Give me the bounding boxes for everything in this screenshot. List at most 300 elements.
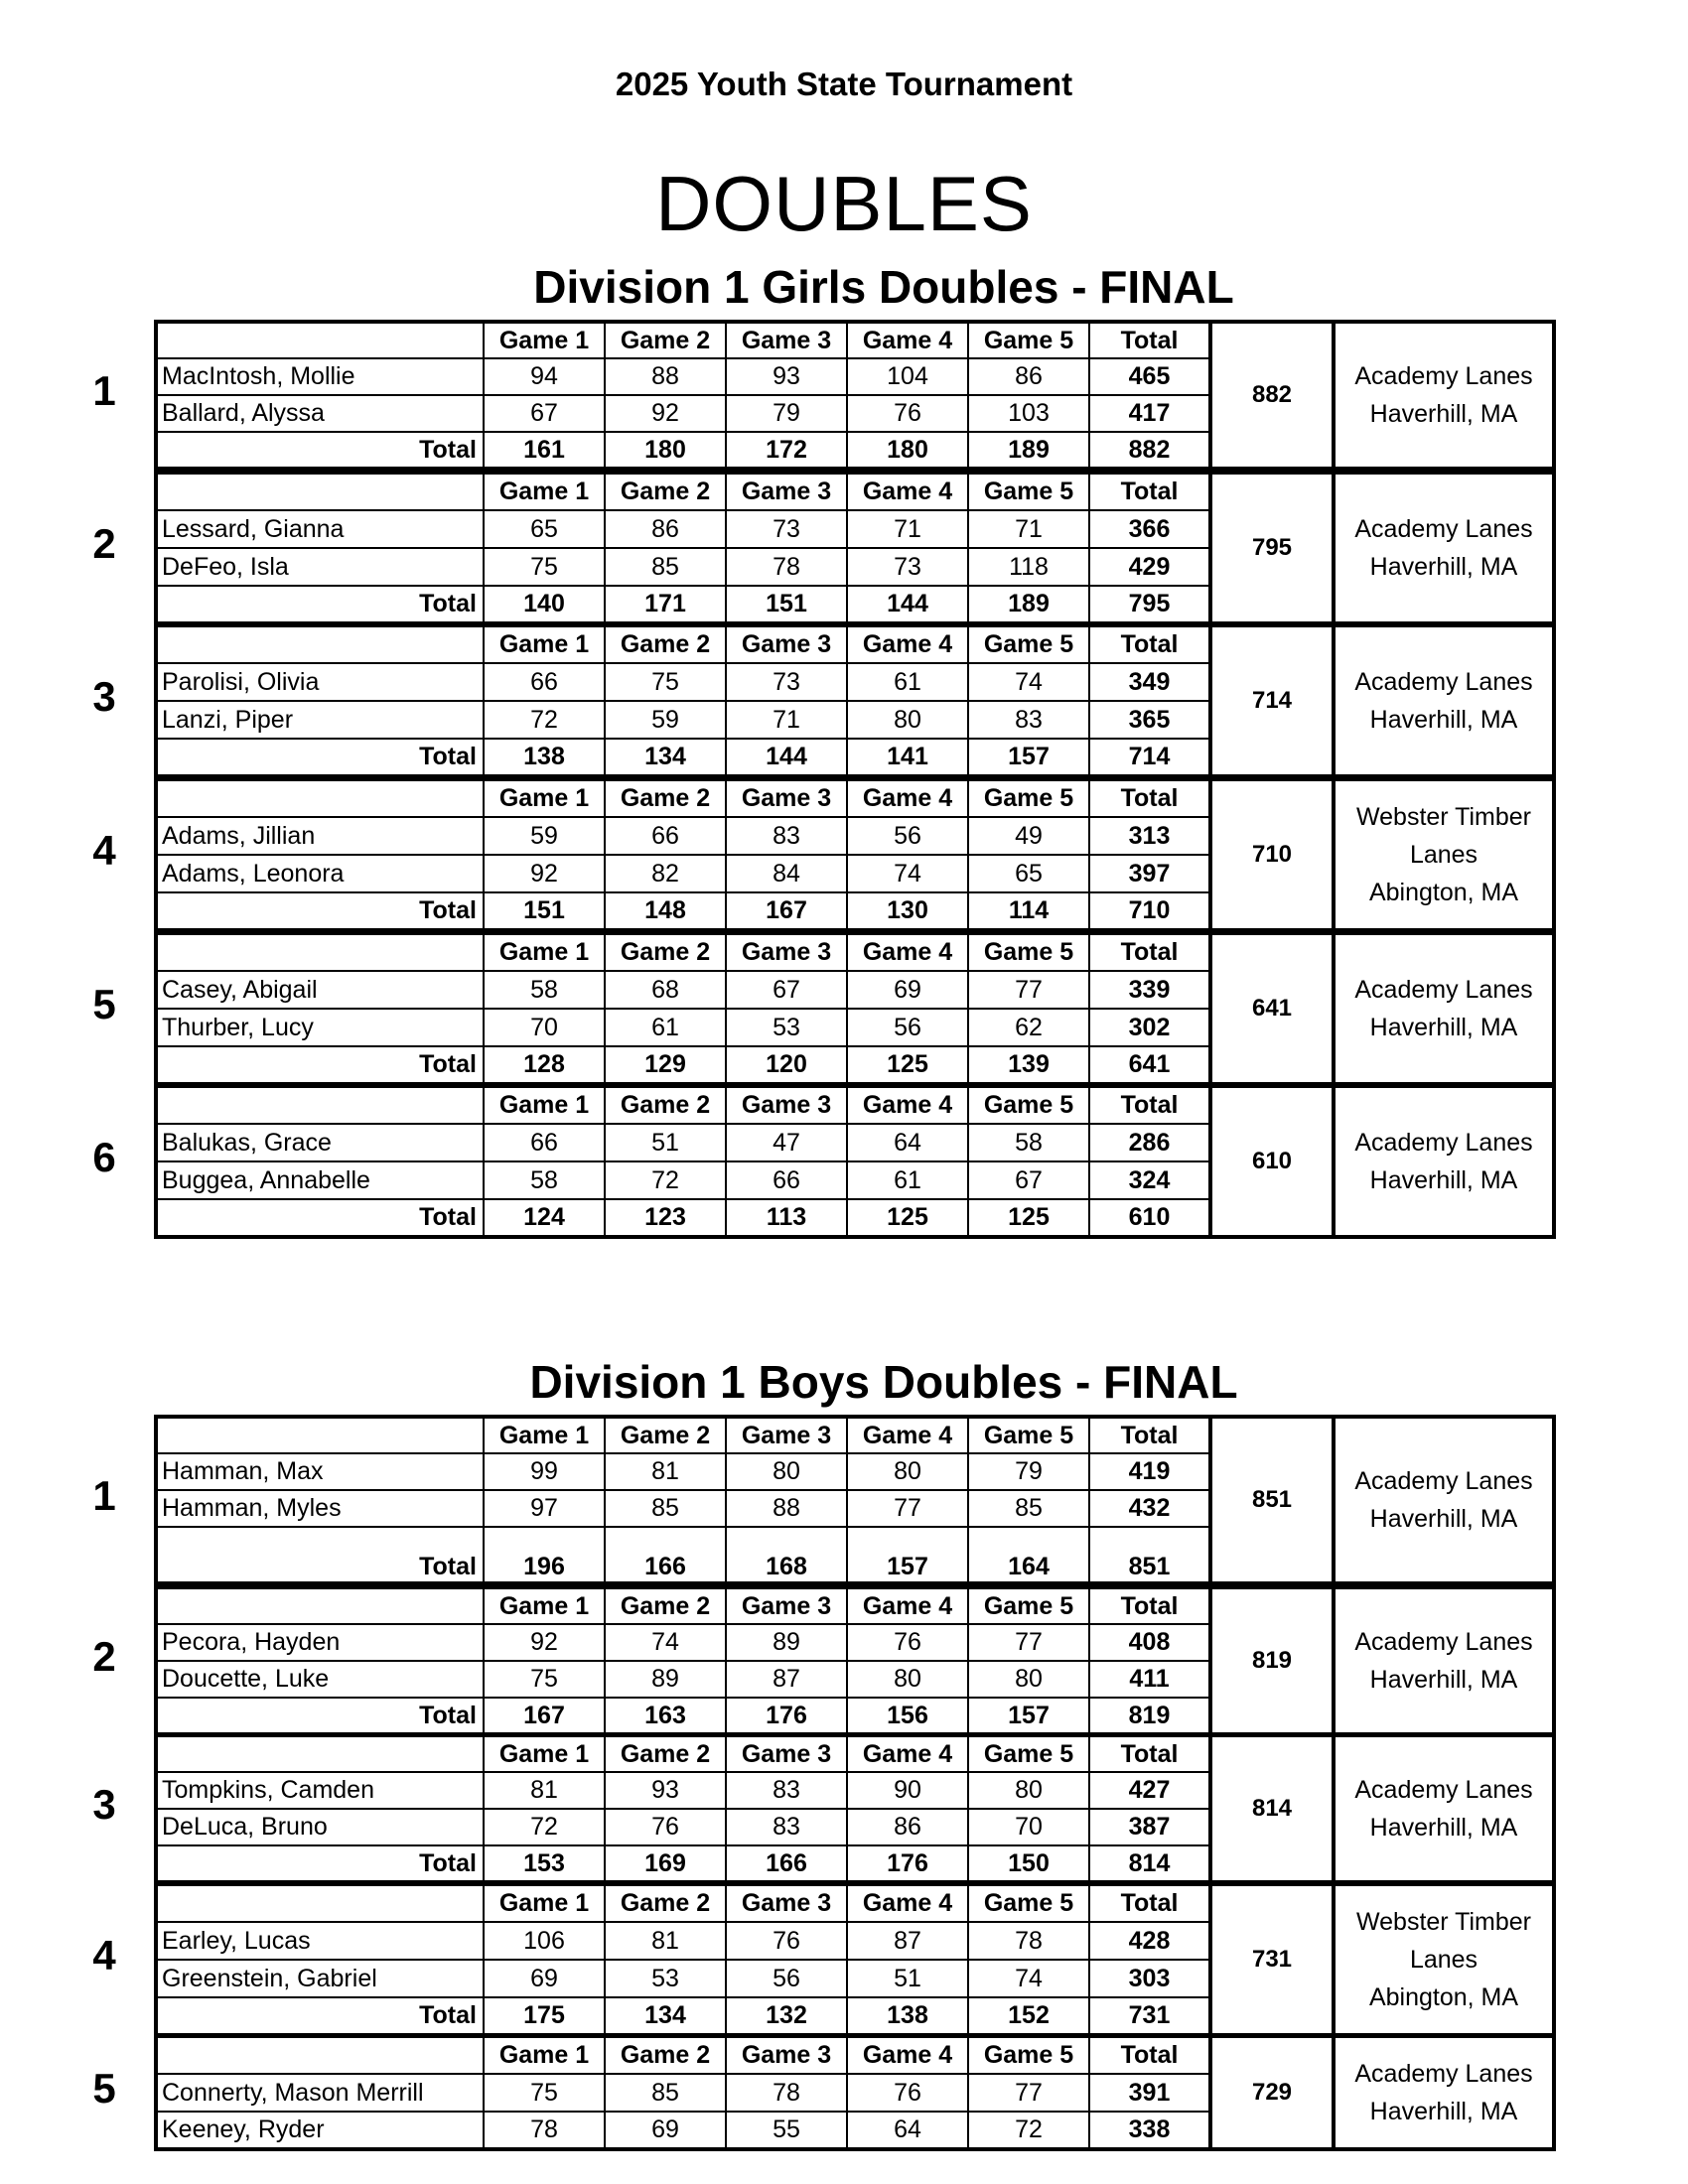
header-row [156,2036,1554,2074]
game-score: 93 [605,1772,726,1809]
player-total: 286 [1089,1124,1210,1161]
game-score: 65 [968,855,1089,892]
header-row [156,1884,1554,1922]
game-score: 80 [847,1661,968,1698]
game-column-header: Game 4 [847,1884,968,1922]
team-score-table [154,1084,1556,1239]
player-total: 349 [1089,663,1210,701]
place-number: 1 [92,1472,116,1519]
bowling-center-cell [1334,322,1554,469]
team-total-cell: 851 [1210,1417,1334,1583]
header-row [156,1735,1554,1772]
location-line: Academy Lanes [1354,1776,1533,1804]
team-score-table [154,471,1556,625]
game-total: 157 [968,739,1089,776]
game-total: 125 [847,1046,968,1084]
header-row [156,625,1554,663]
game-score: 71 [968,510,1089,548]
game-column-header: Game 5 [968,1735,1089,1772]
blank-header-cell [156,2036,484,2074]
game-total: 163 [605,1698,726,1734]
game-score: 69 [484,1960,605,1997]
game-score: 82 [605,855,726,892]
blank-header-cell [156,779,484,817]
doubles-heading: DOUBLES [655,160,1033,247]
team-score-table [154,320,1556,471]
location-line: Abington, MA [1368,879,1519,906]
location-line: Academy Lanes [1354,362,1533,390]
location-line: Abington, MA [1368,1983,1519,2011]
game-score: 69 [847,971,968,1009]
team-total-cell: 714 [1210,625,1334,776]
player-total: 339 [1089,971,1210,1009]
game-total: 171 [605,586,726,623]
game-column-header: Game 4 [847,1735,968,1772]
game-total: 189 [968,432,1089,469]
player-name: Pecora, Hayden [156,1624,484,1661]
total-label: Total [156,1199,484,1237]
place-number: 3 [92,673,116,720]
game-column-header: Game 1 [484,473,605,510]
game-score: 85 [605,1490,726,1527]
game-column-header: Game 2 [605,625,726,663]
game-score: 86 [605,510,726,548]
game-column-header: Game 2 [605,779,726,817]
game-total: 819 [1089,1698,1210,1734]
game-total: 134 [605,1997,726,2035]
location-line: Academy Lanes [1354,515,1533,543]
player-total: 387 [1089,1809,1210,1845]
player-name: Casey, Abigail [156,971,484,1009]
location-line: Haverhill, MA [1369,706,1518,734]
game-score: 118 [968,548,1089,586]
player-name: Ballard, Alyssa [156,395,484,432]
game-score: 83 [968,701,1089,739]
game-score: 106 [484,1922,605,1960]
game-score: 72 [484,1809,605,1845]
header-row [156,1587,1554,1624]
game-score: 85 [968,1490,1089,1527]
game-score: 71 [847,510,968,548]
game-total: 176 [847,1845,968,1882]
game-total: 132 [726,1997,847,2035]
location-line: Haverhill, MA [1369,553,1518,581]
player-total: 365 [1089,701,1210,739]
game-score: 73 [726,510,847,548]
total-column-header: Total [1089,933,1210,971]
game-score: 51 [605,1124,726,1161]
game-total: 138 [484,739,605,776]
game-column-header: Game 5 [968,322,1089,358]
game-total: 161 [484,432,605,469]
game-total: 731 [1089,1997,1210,2035]
game-score: 61 [847,1161,968,1199]
player-name: MacIntosh, Mollie [156,358,484,395]
bowling-center-cell [1334,779,1554,930]
player-name: Doucette, Luke [156,1661,484,1698]
bowling-center-cell [1334,473,1554,623]
game-column-header: Game 4 [847,2036,968,2074]
player-name: Hamman, Myles [156,1490,484,1527]
game-total: 175 [484,1997,605,2035]
game-total: 125 [968,1199,1089,1237]
game-total: 148 [605,892,726,930]
game-score: 67 [484,395,605,432]
game-score: 72 [605,1161,726,1199]
game-score: 74 [847,855,968,892]
game-total: 164 [968,1527,1089,1583]
game-score: 86 [847,1809,968,1845]
game-total: 156 [847,1698,968,1734]
location-line: Academy Lanes [1354,1467,1533,1495]
game-score: 89 [605,1661,726,1698]
game-column-header: Game 2 [605,1086,726,1124]
place-number: 5 [92,981,116,1027]
player-total: 391 [1089,2074,1210,2112]
location-line: Haverhill, MA [1369,1666,1518,1694]
game-column-header: Game 1 [484,322,605,358]
game-score: 80 [847,701,968,739]
game-score: 77 [968,2074,1089,2112]
game-total: 150 [968,1845,1089,1882]
game-score: 78 [726,548,847,586]
total-column-header: Total [1089,625,1210,663]
bowling-center-cell [1334,625,1554,776]
game-total: 610 [1089,1199,1210,1237]
game-column-header: Game 3 [726,1587,847,1624]
game-score: 70 [968,1809,1089,1845]
player-total: 432 [1089,1490,1210,1527]
document-title: 2025 Youth State Tournament [615,66,1073,102]
game-score: 99 [484,1453,605,1490]
place-number: 4 [92,827,116,874]
total-column-header: Total [1089,1587,1210,1624]
game-score: 76 [605,1809,726,1845]
game-total: 882 [1089,432,1210,469]
game-score: 65 [484,510,605,548]
header-row [156,1086,1554,1124]
player-total: 313 [1089,817,1210,855]
player-total: 303 [1089,1960,1210,1997]
location-line: Haverhill, MA [1369,2098,1518,2125]
game-total: 168 [726,1527,847,1583]
player-name: Buggea, Annabelle [156,1161,484,1199]
player-name: Greenstein, Gabriel [156,1960,484,1997]
location-line: Academy Lanes [1354,668,1533,696]
game-column-header: Game 4 [847,473,968,510]
player-total: 427 [1089,1772,1210,1809]
game-total: 176 [726,1698,847,1734]
location-line: Lanes [1409,841,1478,869]
team-score-table [154,1415,1556,1585]
game-column-header: Game 1 [484,1086,605,1124]
game-score: 67 [726,971,847,1009]
game-column-header: Game 3 [726,1086,847,1124]
total-label: Total [156,1997,484,2035]
game-column-header: Game 1 [484,2036,605,2074]
game-column-header: Game 1 [484,779,605,817]
player-total: 366 [1089,510,1210,548]
game-column-header: Game 1 [484,1417,605,1453]
game-score: 64 [847,2112,968,2149]
game-score: 81 [605,1922,726,1960]
game-score: 90 [847,1772,968,1809]
game-total: 180 [605,432,726,469]
game-score: 66 [726,1161,847,1199]
game-column-header: Game 4 [847,1086,968,1124]
blank-header-cell [156,1587,484,1624]
game-total: 129 [605,1046,726,1084]
bowling-center-cell [1334,2036,1554,2149]
game-column-header: Game 5 [968,779,1089,817]
game-score: 69 [605,2112,726,2149]
game-score: 87 [847,1922,968,1960]
game-score: 83 [726,1809,847,1845]
player-total: 302 [1089,1009,1210,1046]
game-column-header: Game 3 [726,2036,847,2074]
game-score: 51 [847,1960,968,1997]
header-row [156,473,1554,510]
game-column-header: Game 4 [847,625,968,663]
player-name: Parolisi, Olivia [156,663,484,701]
game-column-header: Game 3 [726,1884,847,1922]
bowling-center-cell [1334,1086,1554,1237]
team-total-cell: 819 [1210,1587,1334,1734]
total-column-header: Total [1089,2036,1210,2074]
location-line: Haverhill, MA [1369,1014,1518,1041]
player-name: DeFeo, Isla [156,548,484,586]
game-score: 55 [726,2112,847,2149]
blank-header-cell [156,322,484,358]
game-column-header: Game 3 [726,473,847,510]
game-score: 66 [605,817,726,855]
place-number: 2 [92,520,116,567]
game-score: 83 [726,817,847,855]
game-score: 73 [847,548,968,586]
total-column-header: Total [1089,322,1210,358]
game-score: 88 [605,358,726,395]
game-score: 78 [968,1922,1089,1960]
team-total-cell: 610 [1210,1086,1334,1237]
location-line: Lanes [1409,1946,1478,1974]
player-name: Thurber, Lucy [156,1009,484,1046]
game-score: 56 [847,817,968,855]
game-score: 71 [726,701,847,739]
player-name: Keeney, Ryder [156,2112,484,2149]
blank-header-cell [156,1417,484,1453]
total-label: Total [156,1046,484,1084]
game-column-header: Game 2 [605,933,726,971]
game-score: 72 [484,701,605,739]
game-column-header: Game 2 [605,2036,726,2074]
game-total: 120 [726,1046,847,1084]
game-score: 76 [847,395,968,432]
game-score: 72 [968,2112,1089,2149]
game-score: 78 [726,2074,847,2112]
game-score: 58 [484,1161,605,1199]
game-score: 66 [484,663,605,701]
player-name: Adams, Jillian [156,817,484,855]
game-total: 795 [1089,586,1210,623]
game-score: 76 [847,1624,968,1661]
game-total: 151 [484,892,605,930]
location-line: Haverhill, MA [1369,400,1518,428]
location-line: Academy Lanes [1354,1129,1533,1157]
game-column-header: Game 2 [605,1417,726,1453]
game-column-header: Game 1 [484,933,605,971]
location-line: Webster Timber [1356,803,1531,831]
game-total: 114 [968,892,1089,930]
bowling-center-cell [1334,1735,1554,1882]
division-title: Division 1 Boys Doubles - FINAL [529,1356,1238,1408]
game-score: 53 [605,1960,726,1997]
bowling-center-cell [1334,1417,1554,1583]
game-total: 180 [847,432,968,469]
game-total: 851 [1089,1527,1210,1583]
total-label: Total [156,1527,484,1583]
game-score: 79 [726,395,847,432]
game-column-header: Game 4 [847,1587,968,1624]
game-total: 144 [847,586,968,623]
game-column-header: Game 2 [605,1735,726,1772]
place-number: 2 [92,1633,116,1680]
game-score: 73 [726,663,847,701]
location-line: Webster Timber [1356,1908,1531,1936]
game-score: 58 [968,1124,1089,1161]
team-total-cell: 882 [1210,322,1334,469]
blank-header-cell [156,1086,484,1124]
player-total: 397 [1089,855,1210,892]
game-score: 76 [847,2074,968,2112]
player-name: Connerty, Mason Merrill [156,2074,484,2112]
game-score: 61 [605,1009,726,1046]
game-total: 153 [484,1845,605,1882]
team-score-table [154,777,1556,932]
game-score: 66 [484,1124,605,1161]
game-score: 79 [968,1453,1089,1490]
game-score: 74 [968,1960,1089,1997]
total-label: Total [156,1845,484,1882]
game-total: 125 [847,1199,968,1237]
game-score: 77 [847,1490,968,1527]
game-score: 80 [847,1453,968,1490]
team-score-table [154,623,1556,778]
game-total: 124 [484,1199,605,1237]
location-line: Haverhill, MA [1369,1505,1518,1533]
player-name: Balukas, Grace [156,1124,484,1161]
bowling-center-cell [1334,1884,1554,2035]
game-score: 85 [605,548,726,586]
game-score: 81 [484,1772,605,1809]
game-column-header: Game 3 [726,933,847,971]
total-label: Total [156,892,484,930]
game-score: 89 [726,1624,847,1661]
player-total: 428 [1089,1922,1210,1960]
game-score: 59 [605,701,726,739]
game-total: 134 [605,739,726,776]
game-column-header: Game 5 [968,1086,1089,1124]
game-total: 167 [484,1698,605,1734]
player-total: 465 [1089,358,1210,395]
game-total: 144 [726,739,847,776]
player-total: 419 [1089,1453,1210,1490]
game-score: 88 [726,1490,847,1527]
bowling-center-cell [1334,933,1554,1084]
game-total: 172 [726,432,847,469]
game-score: 80 [968,1661,1089,1698]
game-score: 75 [484,2074,605,2112]
game-total: 113 [726,1199,847,1237]
game-score: 81 [605,1453,726,1490]
game-score: 92 [484,855,605,892]
game-score: 58 [484,971,605,1009]
game-column-header: Game 1 [484,625,605,663]
total-column-header: Total [1089,1735,1210,1772]
player-total: 411 [1089,1661,1210,1698]
total-column-header: Total [1089,1884,1210,1922]
location-line: Haverhill, MA [1369,1166,1518,1194]
game-score: 56 [726,1960,847,1997]
blank-header-cell [156,473,484,510]
game-total: 123 [605,1199,726,1237]
division-title: Division 1 Girls Doubles - FINAL [533,261,1234,313]
header-row [156,1417,1554,1453]
blank-header-cell [156,1884,484,1922]
game-score: 87 [726,1661,847,1698]
game-total: 128 [484,1046,605,1084]
game-score: 83 [726,1772,847,1809]
game-column-header: Game 5 [968,625,1089,663]
game-score: 85 [605,2074,726,2112]
game-column-header: Game 3 [726,322,847,358]
game-column-header: Game 3 [726,1417,847,1453]
game-score: 104 [847,358,968,395]
game-column-header: Game 5 [968,933,1089,971]
game-score: 67 [968,1161,1089,1199]
game-column-header: Game 1 [484,1587,605,1624]
header-row [156,933,1554,971]
player-total: 408 [1089,1624,1210,1661]
game-total: 714 [1089,739,1210,776]
player-name: Adams, Leonora [156,855,484,892]
game-score: 75 [484,1661,605,1698]
total-column-header: Total [1089,1086,1210,1124]
player-name: Lanzi, Piper [156,701,484,739]
game-score: 78 [484,2112,605,2149]
bowling-center-cell [1334,1587,1554,1734]
game-score: 75 [484,548,605,586]
game-score: 84 [726,855,847,892]
game-column-header: Game 4 [847,933,968,971]
total-column-header: Total [1089,779,1210,817]
team-score-table [154,1585,1556,1736]
blank-header-cell [156,933,484,971]
game-total: 138 [847,1997,968,2035]
blank-header-cell [156,625,484,663]
game-score: 103 [968,395,1089,432]
game-total: 167 [726,892,847,930]
game-score: 64 [847,1124,968,1161]
game-column-header: Game 5 [968,2036,1089,2074]
game-score: 61 [847,663,968,701]
game-column-header: Game 2 [605,322,726,358]
game-column-header: Game 1 [484,1884,605,1922]
game-score: 77 [968,971,1089,1009]
player-total: 338 [1089,2112,1210,2149]
team-total-cell: 795 [1210,473,1334,623]
total-label: Total [156,586,484,623]
game-column-header: Game 2 [605,1587,726,1624]
